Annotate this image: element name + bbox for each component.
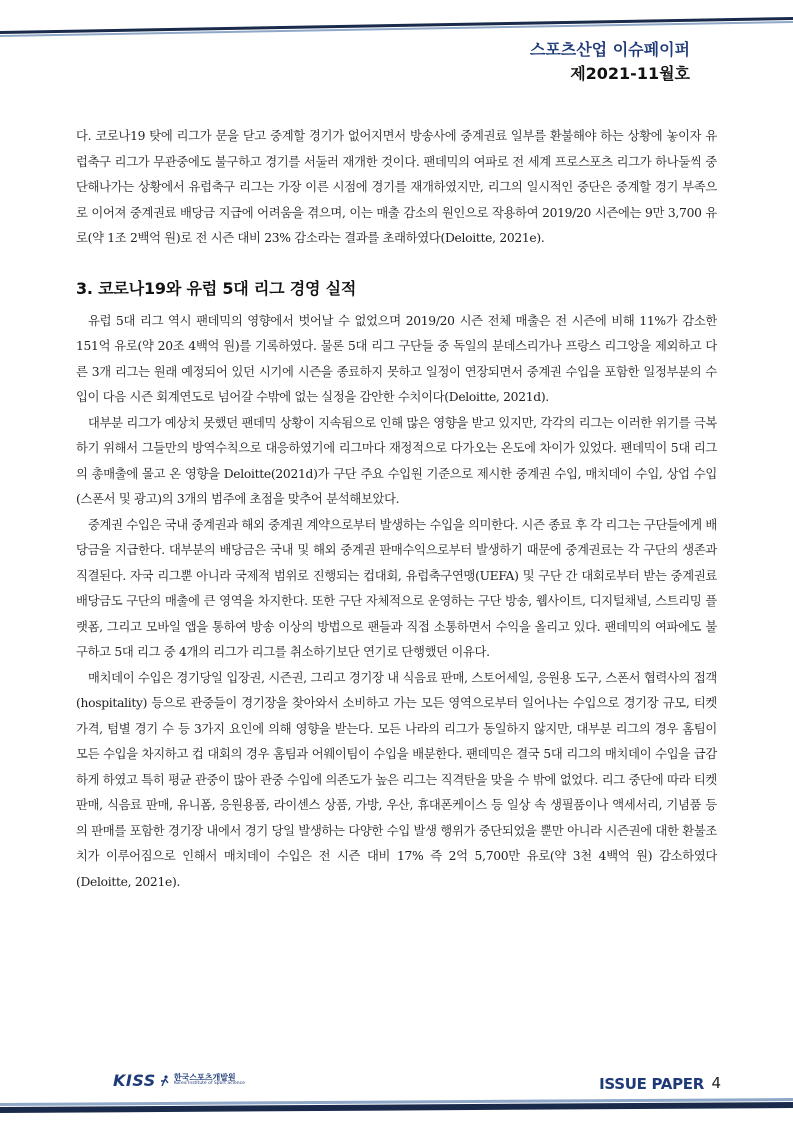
kiss-logo xyxy=(113,1071,245,1090)
main-content xyxy=(76,124,717,895)
footer-stripe xyxy=(0,1094,793,1121)
org-name-english: Korea Institute of Sport Science xyxy=(173,1081,245,1087)
paragraph-2: 유럽 5대 리그 역시 팬데믹의 영향에서 벗어날 수 없었으며 2019/20 시즌 전체 매출은 전 시즌에 비해 11%가 감소한 151억 유로(약 20조 4백억 원)를 기록하였다. 물론 5대 리그 구단들 중 독일의 분데스리가나 프랑스 리그앙을 제외하고 다른 3개 리그는 원래 예정되어 있던 시기에 시즌을 종료하지 못하고 일정이 연장되면서 중계권 수입을 포함한 일정부분의 수입이 다음 시즌 회계연도로 넘어갈 수밖에 없는 실정을 감안한 수치이다(Deloitte, 2021d). xyxy=(76,313,717,404)
paragraph-1: 다. 코로나19 탓에 리그가 문을 닫고 중계할 경기가 없어지면서 방송사에 중계권료 일부를 환불해야 하는 상황에 놓이자 유럽축구 리그가 무관중에도 불구하고 경기를 서둘러 재개한 것이다. 팬데믹의 여파로 전 세계 프로스포츠 리그가 하나둘씩 중단해나가는 상황에서 유럽축구 리그는 가장 이른 시점에 경기를 재개하였지만, 리그의 일시적인 중단은 중계할 경기 부족으로 이어져 중계권료 배당금 지급에 어려움을 겪으며, 이는 매출 감소의 원인으로 작용하여 2019/20 시즌에는 9만 3,700 유로(약 1조 2백억 원)로 전 시즌 대비 23% 감소라는 결과를 초래하였다(Deloitte, 2021e). xyxy=(76,129,717,245)
paragraph-3: 대부분 리그가 예상치 못했던 팬데믹 상황이 지속됨으로 인해 많은 영향을 받고 있지만, 각각의 리그는 이러한 위기를 극복하기 위해서 그들만의 방역수칙으로 대응하였기에 리그마다 재정적으로 다가오는 온도에 차이가 있었다. 팬데믹이 5대 리그의 총매출에 몰고 온 영향을 Deloitte(2021d)가 구단 주요 수입원 기준으로 제시한 중계권 수입, 매치데이 수입, 상업 수입 (스폰서 및 광고)의 3개의 범주에 초점을 맞추어 분석해보았다. xyxy=(76,415,717,506)
org-name-korean: 한국스포츠개발원 xyxy=(173,1072,236,1082)
page-number: 4 xyxy=(711,1074,721,1092)
section-heading: 3. 코로나19와 유럽 5대 리그 경영 실적 xyxy=(76,278,357,298)
header-issue-number: 제2021-11월호 xyxy=(570,64,690,83)
paragraph-5: 매치데이 수입은 경기당일 입장권, 시즌권, 그리고 경기장 내 식음료 판매, 스토어세일, 응원용 도구, 스폰서 협력사의 접객(hospitality) 등으로 관중들이 경기장을 찾아와서 소비하고 가는 모든 영역으로부터 일어나는 수입으로 경기장 규모, 티켓 가격, 텀별 경기 수 등 3가지 요인에 의해 영향을 받는다. 모든 나라의 리그가 동일하지 않지만, 대부분 리그의 경우 홈팀이 모든 수입을 차지하고 컵 대회의 경우 홈팀과 어웨이팀이 수입을 배분한다. 팬데믹은 결국 5대 리그의 매치데이 수입을 급감하게 하였고 특히 평균 관중이 많아 관중 수입에 의존도가 높은 리그는 직격탄을 맞을 수 밖에 없었다. 리그 중단에 따라 티켓 판매, 식음료 판매, 유니폼, 응원용품, 라이센스 상품, 가방, 우산, 휴대폰케이스 등 일상 속 생필품이나 액세서리, 기념품 등의 판매를 포함한 경기장 내에서 경기 당일 발생하는 다양한 수입 발생 행위가 중단되었을 뿐만 아니라 시즌권에 대한 환불조치가 이루어짐으로 인해서 매치데이 수입은 전 시즌 대비 17% 즉 2억 5,700만 유로(약 3천 4백억 원) 감소하였다(Deloitte, 2021e). xyxy=(76,670,717,889)
paragraph-4: 중계권 수입은 국내 중계권과 해외 중계권 계약으로부터 발생하는 수입을 의미한다. 시즌 종료 후 각 리그는 구단들에게 배당금을 지급한다. 대부분의 배당금은 국내 및 해외 중계권 판매수익으로부터 발생하기 때문에 중계권료는 각 구단의 생존과 직결된다. 자국 리그뿐 아니라 국제적 범위로 진행되는 컵대회, 유럽축구연맹(UEFA) 및 구단 간 대회로부터 받는 중계권료 배당금도 구단의 매출에 큰 영역을 차지한다. 또한 구단 자체적으로 운영하는 구단 방송, 웹사이트, 디지털채널, 스트리밍 플랫폼, 그리고 모바일 앱을 통하여 방송 이상의 방법으로 팬들과 직접 소통하면서 수익을 올리고 있다. 팬데믹의 여파에도 불구하고 5대 리그 중 4개의 리그가 리그를 취소하기보단 연기로 단행했던 이유다. xyxy=(76,517,717,659)
kiss-logo-mark: KISS xyxy=(113,1071,156,1090)
logo-figure-icon xyxy=(160,1075,170,1087)
footer-issue-paper: ISSUE PAPER xyxy=(599,1075,704,1093)
header-title: 스포츠산업 이슈페이퍼 xyxy=(529,40,690,59)
